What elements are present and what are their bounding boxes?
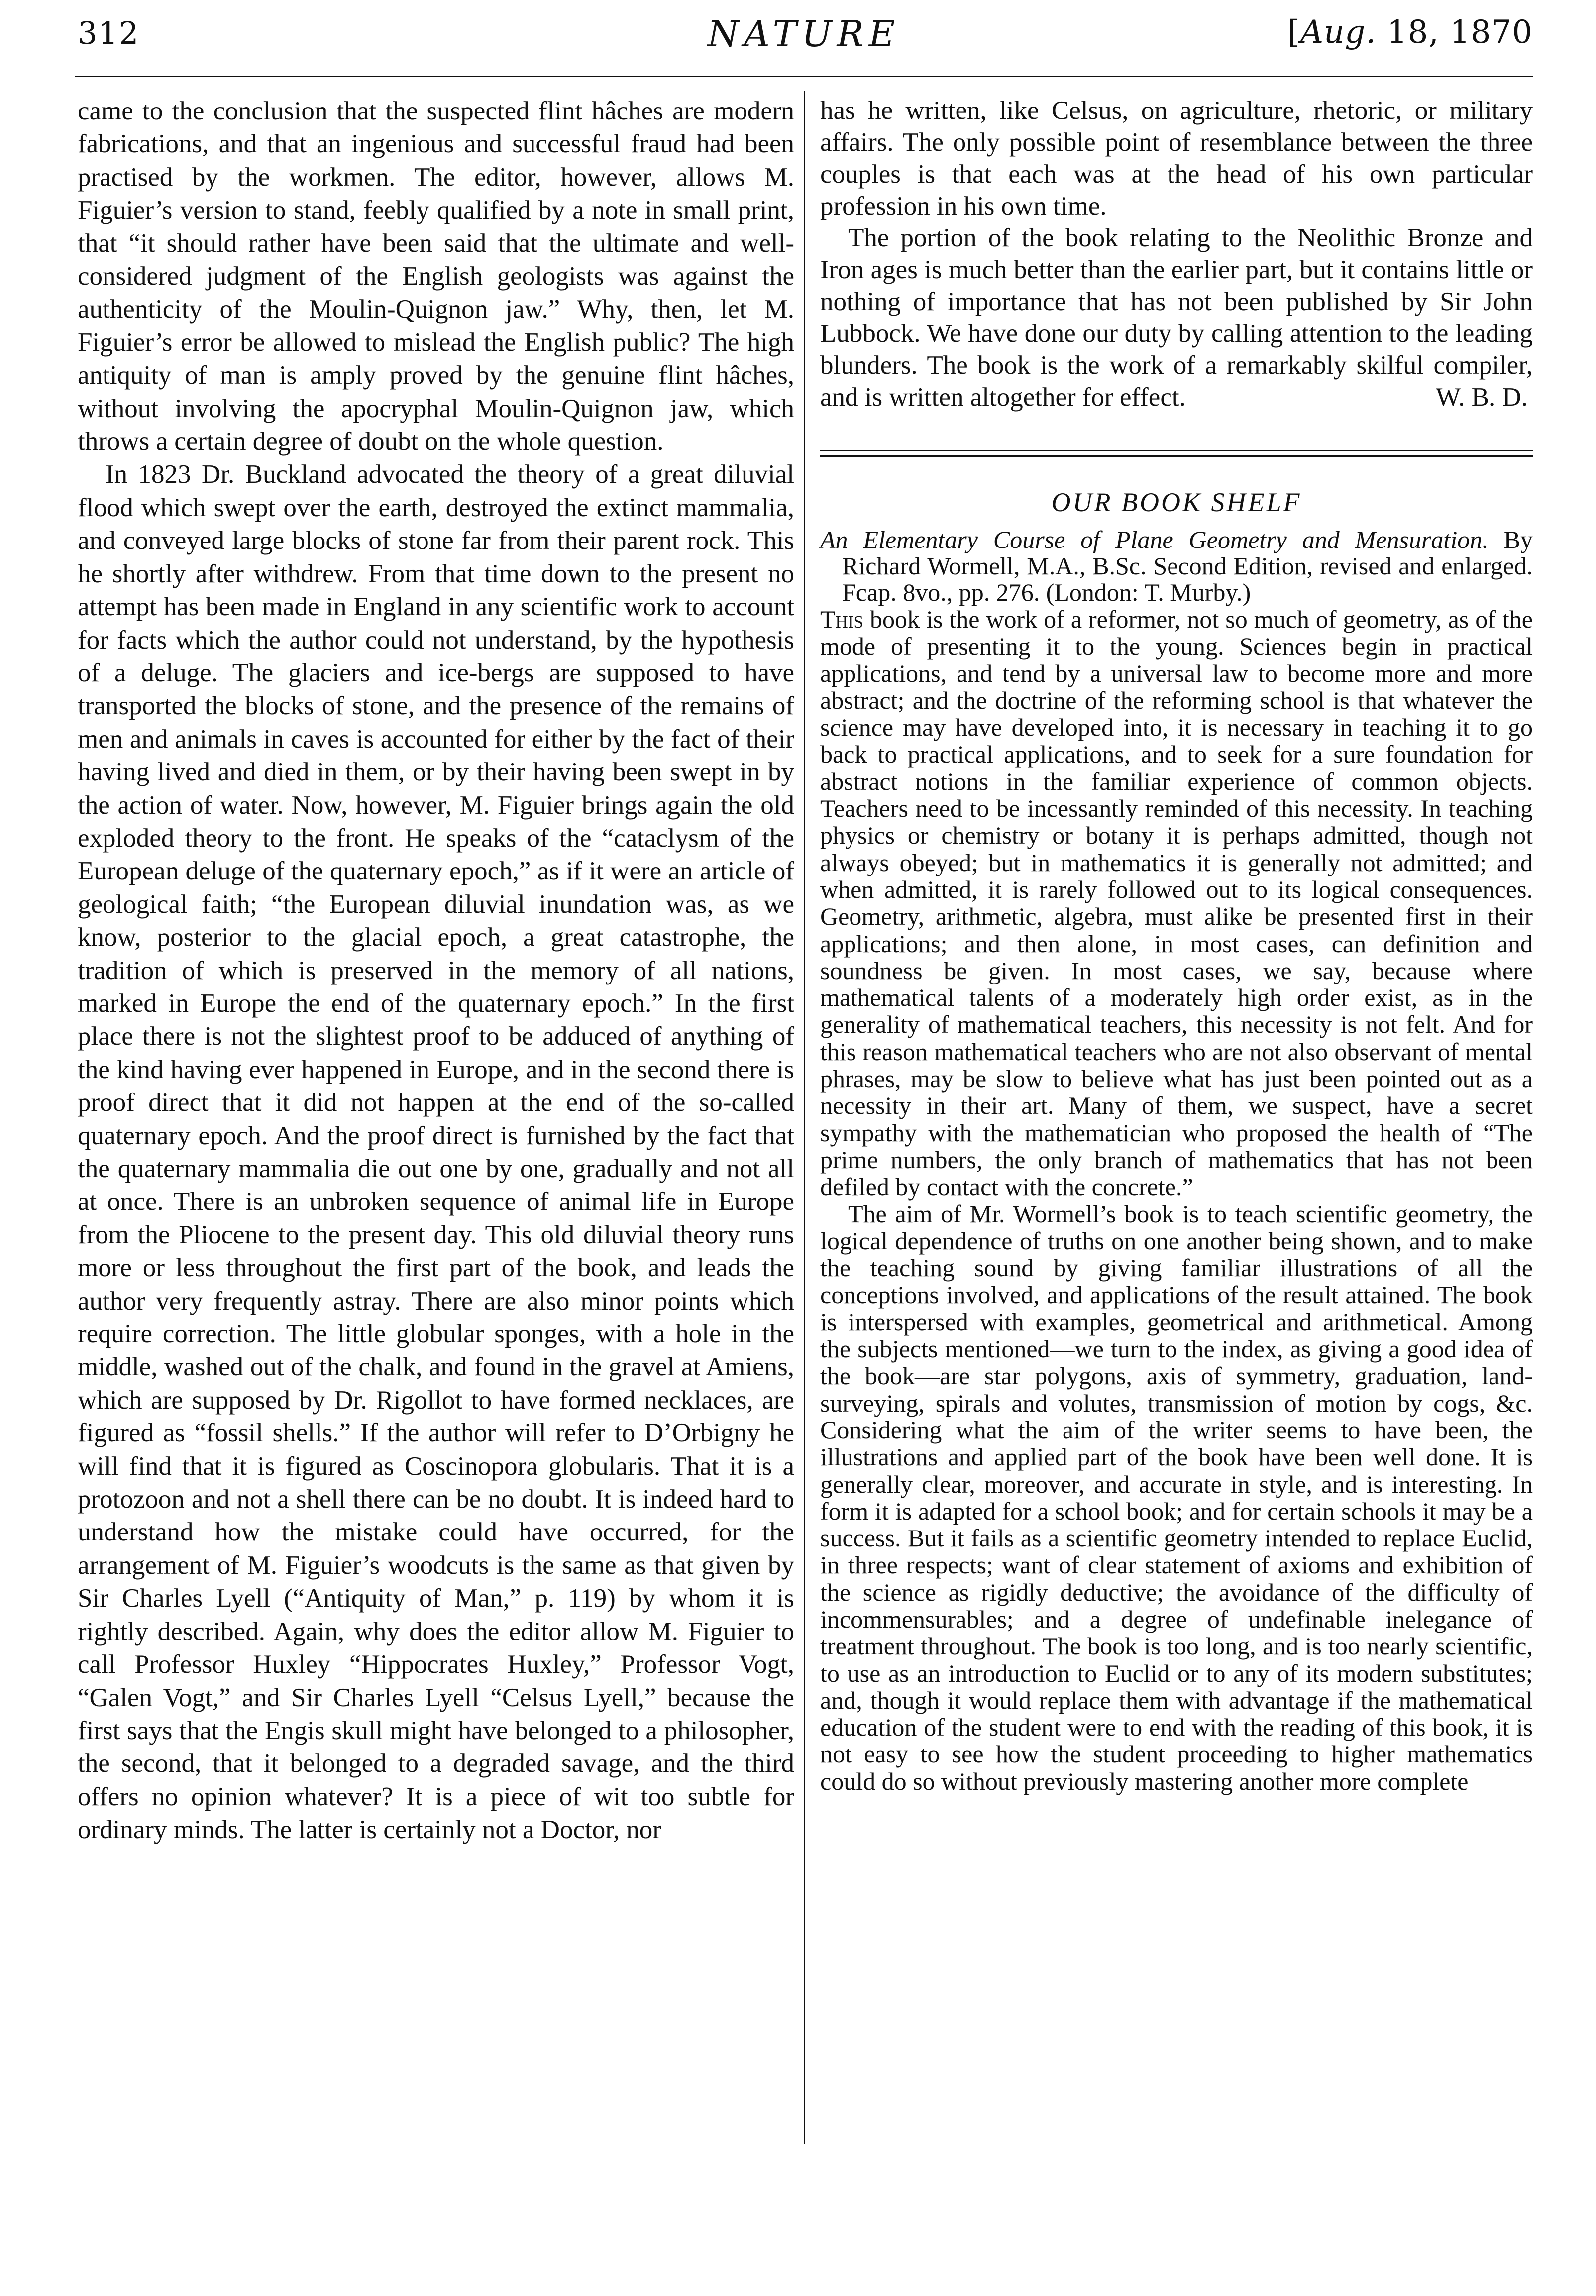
conclusion-text: The portion of the book relating to the Neolithic Bronze and Iron ages is much better than the earlier part, but it contains little or nothing of importance that has not been published by Sir John Lubbock. We have done our duty by calling attention to the leading blunders. The book is the work of a remarkably skilful compiler, and is written altogether for effect. bbox=[820, 223, 1533, 412]
review-opening-word: This bbox=[820, 605, 863, 633]
article-paragraph-celsus: has he written, like Celsus, on agriculture, rhetoric, or military affairs. The only possible point of resemblance between the three couples is that each was at the head of his own particular profession in his own time. bbox=[820, 96, 1533, 220]
author-signature: W. B. D. bbox=[1435, 383, 1528, 412]
book-reference bbox=[820, 527, 1533, 606]
date-bracket: [ bbox=[1287, 14, 1300, 51]
article-paragraph-buckland: In 1823 Dr. Buckland advocated the theory of a great diluvial flood which swept over the earth, destroyed the extinct mammalia, and conveyed large blocks of stone far from their parent rock. This he shortly after withdrew. From that time down to the present no attempt has been made in England in any scientific work to account for facts which the author could not understand, by the hypothesis of a deluge. The glaciers and ice-bergs are supposed to have transported the blocks of stone, and the presence of the remains of men and animals in caves is accounted for either by the fact of their having lived and died in them, or by their having been swept in by the action of water. Now, however, M. Figuier brings again the old exploded theory to the front. He speaks of the “cataclysm of the European deluge of the quaternary epoch,” as if it were an article of geological faith; “the European diluvial inundation was, as we know, posterior to the glacial epoch, a great catastrophe, the tradition of which is preserved in the memory of all nations, marked in Europe the end of the quaternary epoch.” In the first place there is not the slightest proof to be adduced of anything of the kind having ever happened in Europe, and in the second there is proof direct that it did not happen at the end of the so-called quaternary epoch. And the proof direct is furnished by the fact that the quaternary mammalia die out one by one, gradually and not all at once. There is an unbroken sequence of animal life in Europe from the Pliocene to the present day. This old diluvial theory runs more or less throughout the first part of the book, and leads the author very frequently astray. There are also minor points which require correction. The little globular sponges, with a hole in the middle, washed out of the chalk, and found in the gravel at Amiens, which are supposed by Dr. Rigollot to have formed necklaces, are figured as “fossil shells.” If the author will refer to D’Orbigny he will find that it is figured as Coscinopora globularis. That it is a protozoon and not a shell there can be no doubt. It is indeed hard to understand how the mistake could have occurred, for the arrangement of M. Figuier’s woodcuts is the same as that given by Sir Charles Lyell (“Antiquity of Man,” p. 119) by whom it is rightly described. Again, why does the editor allow M. Figuier to call Professor Huxley “Hippocrates Huxley,” Professor Vogt, “Galen Vogt,” and Sir Charles Lyell “Celsus Lyell,” because the first says that the Engis skull might have belonged to a philosopher, the second, that it belonged to a degraded savage, and the third offers no opinion whatever? It is a piece of wit too subtle for ordinary minds. The latter is certainly not a Doctor, nor bbox=[78, 460, 794, 1845]
journal-title: NATURE bbox=[707, 13, 900, 55]
header-rule bbox=[75, 76, 1533, 77]
review-paragraph-1-text: book is the work of a reformer, not so much of geometry, as of the mode of presenting it to the young. Sciences begin in practical applications, and tend by a universal law to become more and more abstract; and the doctrine of the reforming school is that whatever the science may have developed into, it is necessary in teaching it to go back to practical applications, and to seek for a sure foundation for abstract notions in the familiar experience of common objects. Teachers need to be incessantly reminded of this necessity. In teaching physics or chemistry or botany it is perhaps admitted, though not always obeyed; but in mathematics it is generally not admitted; and when admitted, it is rarely followed out to its logical consequences. Geometry, arithmetic, algebra, must alike be presented first in their applications; and then alone, in most cases, can definition and soundness be given. In most cases, we say, because where mathematical talents of a moderately high order exist, as in the generality of mathematical teachers, this necessity is not felt. And for this reason mathematical teachers who are not also observant of mental phrases, may be slow to believe what has just been pointed out as a necessity in their art. Many of them, we suspect, have a secret sympathy with the mathematician who proposed the health of “The prime numbers, the only branch of mathematics that has not been defiled by contact with the concrete.” bbox=[820, 605, 1533, 1201]
review-paragraph-1 bbox=[820, 606, 1533, 1201]
review-paragraph-2: The aim of Mr. Wormell’s book is to teach scientific geometry, the logical dependence of truths on one another being shown, and to make the teaching sound by giving familiar illustrations of all the conceptions involved, and applications of the result attained. The book is interspersed with examples, geometrical and arithmetical. Among the subjects mentioned—we turn to the index, as giving a good idea of the book—are star polygons, axis of symmetry, graduation, land-surveying, spirals and volutes, transmission of motion by cogs, &c. Considering what the aim of the writer seems to have been, the illustrations and applied part of the book have been well done. It is generally clear, moreover, and accurate in style, and is interesting. In form it is adapted for a school book; and for certain schools it may be a success. But it fails as a scientific geometry intended to replace Euclid, in three respects; want of clear statement of axioms and exhibition of the science as rigidly deductive; the avoidance of the difficulty of incommensurables; and a degree of undefinable inelegance of treatment throughout. The book is too long, and is too nearly scientific, to use as an introduction to Euclid or to any of its modern substitutes; and, though it would replace them with advantage if the mathematical education of the student were to end with the reading of this book, it is not easy to see how the student proceeding to higher mathematics could do so without previously mastering another more complete bbox=[820, 1200, 1533, 1795]
page-number: 312 bbox=[78, 15, 140, 51]
date-day-year: 18, 1870 bbox=[1376, 14, 1533, 51]
date-month: Aug. bbox=[1300, 14, 1377, 51]
article-paragraph-continued: came to the conclusion that the suspected flint hâches are modern fabrications, and that an ingenious and successful fraud had been practised by the workmen. The editor, however, allows M. Figuier’s version to stand, feebly qualified by a note in small print, that “it should rather have been said that the ultimate and well-considered judgment of the English geologists was against the authenticity of the Moulin-Quignon jaw.” Why, then, let M. Figuier’s error be allowed to mislead the English public? The high antiquity of man is amply proved by the genuine flint hâches, without involving the apocryphal Moulin-Quignon jaw, which throws a certain degree of doubt on the whole question. bbox=[78, 97, 794, 456]
book-details: By Richard Wormell, M.A., B.Sc. Second Edition, revised and enlarged. Fcap. 8vo., pp. 276. (London: T. Murby.) bbox=[842, 526, 1533, 606]
article-paragraph-conclusion bbox=[820, 222, 1533, 413]
left-column bbox=[78, 95, 794, 1847]
book-title: An Elementary Course of Plane Geometry and Mensuration. bbox=[820, 526, 1489, 553]
page-header bbox=[75, 9, 1533, 69]
column-divider bbox=[804, 91, 805, 2144]
issue-date bbox=[1287, 14, 1533, 51]
section-separator bbox=[820, 450, 1533, 457]
right-column bbox=[820, 95, 1533, 1795]
section-title: OUR BOOK SHELF bbox=[1051, 487, 1302, 517]
